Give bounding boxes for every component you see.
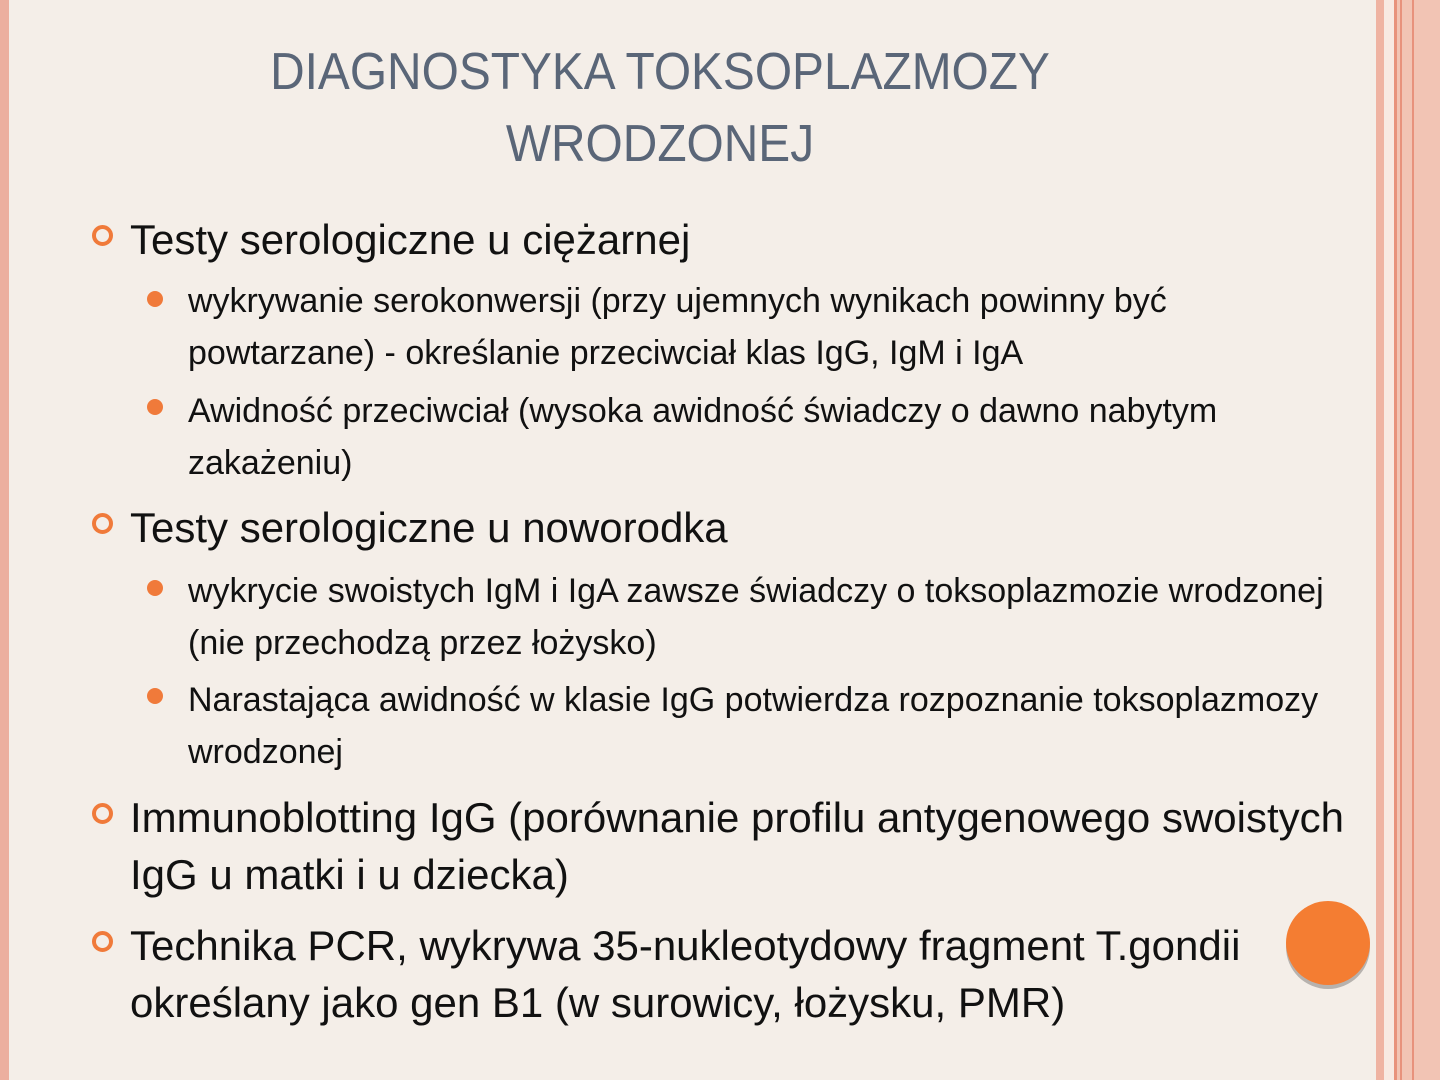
- bullet-item: Technika PCR, wykrywa 35-nukleotydowy fragment T.gondii określany jako gen B1 (w surowicy, łożysku, PMR): [130, 922, 1241, 1026]
- title-line-1: DIAGNOSTYKA TOKSOPLAZMOZY: [270, 43, 1050, 101]
- bullet-dot-icon: [147, 291, 163, 307]
- bullet-item: Immunoblotting IgG (porównanie profilu antygenowego swoistych IgG u matki i u dziecka): [130, 794, 1345, 898]
- bullet-item: Testy serologiczne u ciężarnej: [130, 216, 691, 263]
- sub-bullet-item: Awidność przeciwciał (wysoka awidność świadczy o dawno nabytym zakażeniu): [188, 392, 1218, 482]
- bullet-dot-icon: [147, 399, 163, 415]
- bullet-ring-icon: [92, 803, 113, 824]
- bullet-dot-icon: [147, 580, 163, 596]
- sub-bullet-item: wykrycie swoistych IgM i IgA zawsze świadczy o toksoplazmozie wrodzonej (nie przechodzą przez łożysko): [188, 572, 1324, 662]
- slide-number-circle: [1286, 901, 1370, 985]
- bullet-item: Testy serologiczne u noworodka: [130, 504, 728, 551]
- bullet-ring-icon: [92, 225, 113, 246]
- sub-bullet-item: Narastająca awidność w klasie IgG potwierdza rozpoznanie toksoplazmozy wrodzonej: [188, 681, 1319, 771]
- bullet-ring-icon: [92, 931, 113, 952]
- title-line-2: WRODZONEJ: [505, 115, 815, 173]
- sub-bullet-item: wykrywanie serokonwersji (przy ujemnych wynikach powinny być powtarzane) - określanie przeciwciał klas IgG, IgM i IgA: [188, 282, 1167, 372]
- bullet-ring-icon: [92, 513, 113, 534]
- bullet-dot-icon: [147, 688, 163, 704]
